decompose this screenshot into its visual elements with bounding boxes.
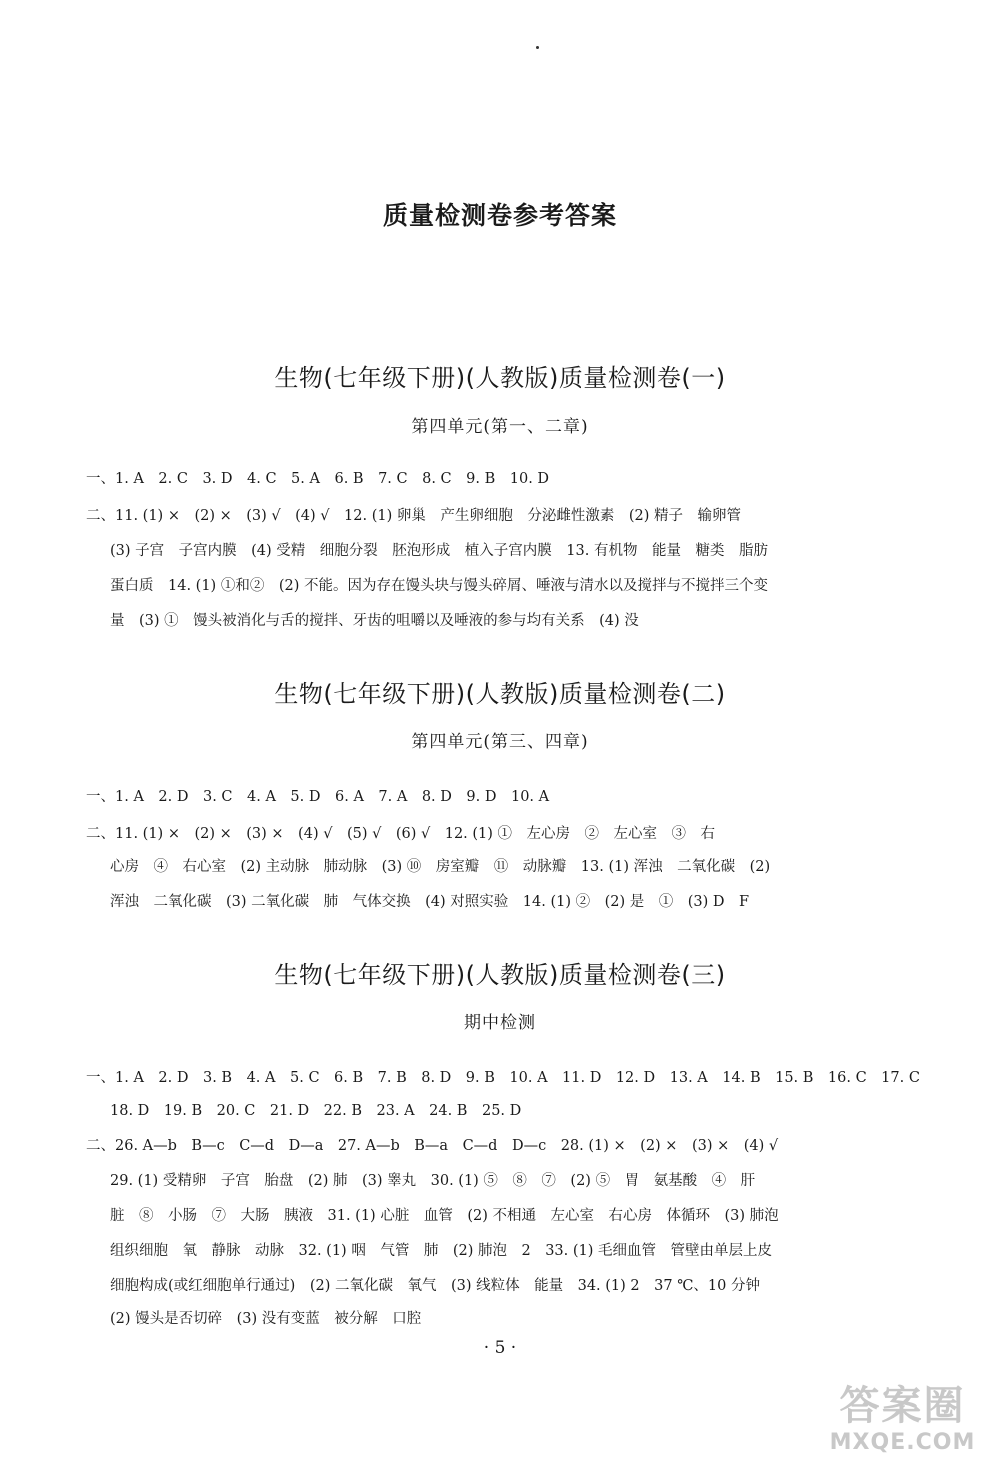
answer-line: (3) 子宫 子宫内膜 (4) 受精 细胞分裂 胚泡形成 植入子宫内膜 13. 有机物 能量 糖类 脂肪 [110, 543, 768, 559]
answer-line: 细胞构成(或红细胞单行通过) (2) 二氧化碳 氧气 (3) 线粒体 能量 34. (1) 2 37 ℃、10 分钟 [110, 1278, 760, 1294]
answer-line: (2) 馒头是否切碎 (3) 没有变蓝 被分解 口腔 [110, 1311, 422, 1327]
answer-line: 一、1. A 2. D 3. B 4. A 5. C 6. B 7. B 8. D 9. B 10. A 11. D 12. D 13. A 14. B 15. B 16. C 17. C [86, 1070, 920, 1086]
top-dot [536, 46, 539, 49]
answer-line: 一、1. A 2. D 3. C 4. A 5. D 6. A 7. A 8. D 9. D 10. A [86, 789, 550, 805]
section-subtitle: 期中检测 [464, 1013, 536, 1033]
answer-line: 一、1. A 2. C 3. D 4. C 5. A 6. B 7. C 8. C 9. B 10. D [86, 471, 550, 487]
answer-line: 二、11. (1) × (2) × (3) √ (4) √ 12. (1) 卵巢 产生卵细胞 分泌雌性激素 (2) 精子 输卵管 [86, 508, 742, 524]
answer-line: 二、11. (1) × (2) × (3) × (4) √ (5) √ (6) √ 12. (1) ① 左心房 ② 左心室 ③ 右 [86, 826, 716, 842]
answer-line: 浑浊 二氧化碳 (3) 二氧化碳 肺 气体交换 (4) 对照实验 14. (1) ② (2) 是 ① (3) D F [110, 894, 750, 910]
answer-line: 29. (1) 受精卵 子宫 胎盘 (2) 肺 (3) 睾丸 30. (1) ⑤ ⑧ ⑦ (2) ⑤ 胃 氨基酸 ④ 肝 [110, 1173, 756, 1189]
answer-line: 脏 ⑧ 小肠 ⑦ 大肠 胰液 31. (1) 心脏 血管 (2) 不相通 左心室 右心房 体循环 (3) 肺泡 [110, 1208, 779, 1224]
answer-line: 18. D 19. B 20. C 21. D 22. B 23. A 24. B 25. D [110, 1103, 522, 1119]
section-title: 生物(七年级下册)(人教版)质量检测卷(一) [274, 364, 726, 392]
answer-line: 二、26. A—b B—c C—d D—a 27. A—b B—a C—d D—c 28. (1) × (2) × (3) × (4) √ [86, 1138, 779, 1154]
page-title: 质量检测卷参考答案 [382, 201, 617, 230]
section-subtitle: 第四单元(第三、四章) [411, 732, 589, 752]
section-title: 生物(七年级下册)(人教版)质量检测卷(三) [274, 961, 726, 989]
section-title: 生物(七年级下册)(人教版)质量检测卷(二) [274, 680, 726, 708]
answer-line: 蛋白质 14. (1) ①和② (2) 不能。因为存在馒头块与馒头碎屑、唾液与清水以及搅拌与不搅拌三个变 [110, 578, 768, 594]
watermark [820, 1382, 985, 1462]
answer-line: 心房 ④ 右心室 (2) 主动脉 肺动脉 (3) ⑩ 房室瓣 ⑪ 动脉瓣 13. (1) 浑浊 二氧化碳 (2) [110, 859, 771, 875]
watermark-logo: 答案圈 [839, 1383, 966, 1429]
answer-line: 量 (3) ① 馒头被消化与舌的搅拌、牙齿的咀嚼以及唾液的参与均有关系 (4) 没 [110, 613, 639, 629]
section-subtitle: 第四单元(第一、二章) [411, 417, 589, 437]
answer-line: 组织细胞 氧 静脉 动脉 32. (1) 咽 气管 肺 (2) 肺泡 2 33. (1) 毛细血管 管壁由单层上皮 [110, 1243, 773, 1259]
page-number: · 5 · [483, 1338, 517, 1358]
watermark-url: MXQE.COM [829, 1430, 976, 1455]
